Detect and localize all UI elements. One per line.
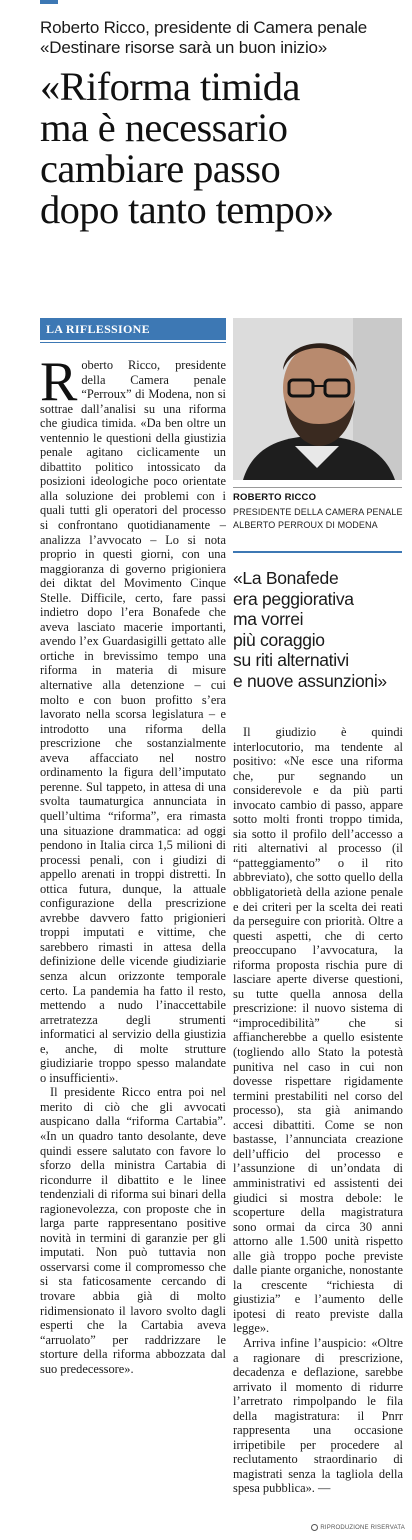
copyright-text: RIPRODUZIONE RISERVATA [320, 1525, 405, 1532]
pull-quote-rule [233, 551, 402, 553]
pull-quote-line-4: più coraggio [233, 629, 325, 650]
pull-quote-line-1: «La Bonafede [233, 568, 339, 588]
article-column-2 [233, 725, 403, 1515]
article-paragraph-4: Arriva infine l’auspicio: «Oltre a ragionare di prescrizione, decadenza e deflazione, sarebbe arrivato il momento di ridurre l’arretrato rimpolpando le fila della magistratura: il Pnrr rappresenta una occasione irripetibile per procedere al reclutamento straordinario di magistrati senza la tagliola della spesa pubblica». — [233, 1335, 403, 1496]
article-headline [40, 66, 410, 230]
article-kicker [40, 18, 400, 58]
rubric-divider [40, 342, 226, 343]
copyright-notice [300, 1524, 405, 1531]
pull-quote-line-5: su riti alternativi [233, 650, 349, 670]
headline-line-2: ma è necessario [40, 105, 288, 150]
drop-cap: R [40, 351, 78, 413]
kicker-line-1: Roberto Ricco, presidente di Camera penale [40, 18, 368, 37]
pull-quote [233, 568, 408, 691]
section-rubric: LA RIFLESSIONE [40, 318, 226, 340]
photo-caption-name: ROBERTO RICCO [233, 492, 317, 503]
article-paragraph-1-text: oberto Ricco, presidente della Camera penale “Perroux” di Modena, non si sottrae dall’analisi su una riforma che giudica timida. «Da ben oltre un ventennio le questioni della giustizia penale agitano ciclicamente un dibattito politico intossicato da posizioni ideologiche poco orientate alla soluzione dei problemi con i quali tutti gli operatori del processo si confrontano quotidianamente – analizza l’avvocato – Lo si nota proprio in questi giorni, con una maggioranza di governo prigioniera dei diktat del Movimento Cinque Stelle. Difficile, certo, fare passi indietro dopo l’era Bonafede che aveva lasciato macerie importanti, avendo l’ex Guardasigilli gettato alle ortiche in brevissimo tempo una riforma in materia di misure alternative alla detenzione – cui molto e con buon profitto s’era lavorato nella scorsa legislatura – e introdotto una riforma della prescrizione che sostanzialmente aveva affacciato nel nostro ordinamento la figura dell’imputato perenne. Sul tappeto, in attesa di una svolta taumaturgica annunciata in quell’ultima “riforma”, era rimasta una situazione drammatica: ad oggi pendono in Italia circa 1,5 milioni di processi penali, con i giudizi di appello arenati in troppi distretti. In ottica futura, dunque, la attuale configurazione della prescrizione avrebbe davvero fatto prigionieri troppi imputati e vittime, che sarebbero rimasti in attesa della definizione delle vicende giudiziarie senza alcun orizzonte temporale certo. La pandemia ha fatto il resto, mettendo a nudo l’inaccettabile arretratezza degli strumenti informatici al servizio della giustizia e, anche, di molte strutture giudiziarie troppo spesso malandate o insufficienti». [40, 358, 226, 1085]
article-column-1 [40, 351, 226, 1508]
headline-line-1: «Riforma timida [40, 64, 300, 109]
pull-quote-line-3: ma vorrei [233, 609, 304, 629]
photo-caption-role-line-2: ALBERTO PERROUX DI MODENA [233, 520, 378, 530]
article-paragraph-2: Il presidente Ricco entra poi nel merito di ciò che gli avvocati auspicano dalla “riforma Cartabia”. «In un quadro tanto desolante, deve quindi essere salutato con favore lo sforzo della ministra Cartabia di ricondurre il dibattito e le linee tendenziali di riforma sui binari della ragionevolezza, con proposte che in larga parte rappresentano positive novità in termini di garanzie per gli imputati. Non può tuttavia non osservarsi come il compromesso che si sta faticosamente cercando di trovare abbia già di molto ridimensionato il lavoro svolto dagli esperti che la Cartabia aveva “arruolato” per raddrizzare le storture della riforma abbozzata dal suo predecessore». [40, 1085, 226, 1376]
article-paragraph-1 [40, 351, 226, 1085]
copyright-icon [311, 1524, 318, 1531]
section-accent-bar [40, 0, 58, 4]
caption-divider [233, 487, 402, 488]
photo-caption-role-line-1: PRESIDENTE DELLA CAMERA PENALE [233, 507, 403, 517]
kicker-line-2: «Destinare risorse sarà un buon inizio» [40, 38, 328, 57]
article-paragraph-3: Il giudizio è quindi interlocutorio, ma tendente al positivo: «Ne esce una riforma che, pur segnando un considerevole e da più parti invocato cambio di passo, appare sotto molti fronti troppo timida, sia sotto il profilo dell’accesso a riti alternativi al processo (il “patteggiamento” o il rito abbreviato), che sotto quello della obbligatorietà della azione penale e dei criteri per la scelta dei reati da perseguire con priorità. Oltre a questi aspetti, che di certo preoccupano l’avvocatura, la riforma proposta rischia pure di lasciare aperte diverse questioni, su tutte quella annosa della prescrizione: il nuovo sistema di “improcedibilità” che si affiancherebbe a quello esistente (togliendo allo Stato la potestà punitiva nel caso in cui non dovesse rispettare rigidamente termini prestabiliti nel corso del processo), sta già animando accesi dibattiti. Come se non bastasse, l’annunciata creazione dell’ufficio del processo e l’assunzione di un’ondata di amministrativi ed assistenti dei giudici si mostra debole: le scoperture della magistratura sono ormai da circa 30 anni attorno alle 1.500 unità rispetto alle già troppo poche previste dalle piante organiche, nonostante la crescente “richiesta di giustizia” e l’aumento delle ipotesi di reato previste dalla legge». [233, 725, 403, 1336]
portrait-photo [233, 318, 402, 480]
portrait-illustration [233, 318, 402, 480]
pull-quote-line-6: e nuove assunzioni» [233, 670, 387, 691]
headline-line-4: dopo tanto tempo» [40, 187, 334, 232]
pull-quote-line-2: era peggiorativa [233, 588, 354, 609]
photo-caption-role [233, 506, 403, 532]
headline-line-3: cambiare passo [40, 146, 281, 191]
